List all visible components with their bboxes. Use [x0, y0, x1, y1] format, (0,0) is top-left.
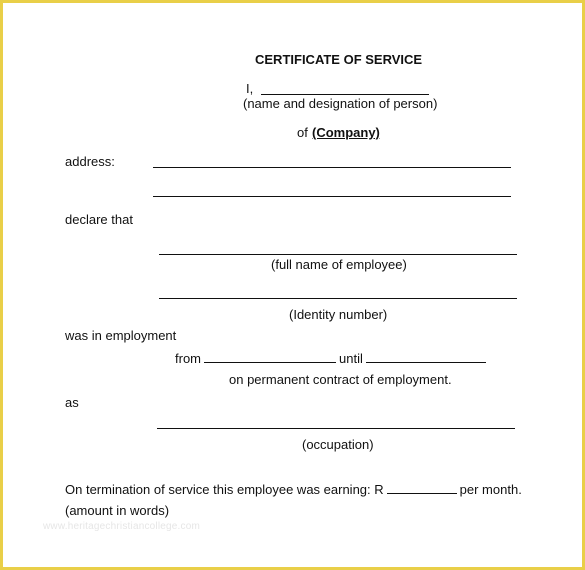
salary-amount-line: [387, 481, 457, 494]
name-designation-hint: (name and designation of person): [243, 96, 438, 111]
occupation-hint: (occupation): [302, 437, 374, 452]
per-month-label: per month.: [459, 482, 522, 497]
full-name-hint: (full name of employee): [271, 257, 407, 272]
occupation-line: [157, 428, 515, 429]
from-label: from: [175, 351, 201, 366]
from-date-line: [204, 350, 336, 363]
name-designation-line: [261, 94, 429, 95]
employment-period-row: [175, 350, 489, 367]
address-line-2: [153, 196, 511, 197]
address-label: address:: [65, 154, 115, 169]
certificate-title: CERTIFICATE OF SERVICE: [255, 52, 423, 67]
earning-row: [65, 481, 522, 498]
watermark: www.heritagechristiancollege.com: [43, 521, 201, 532]
employee-name-line: [159, 254, 517, 255]
identity-number-hint: (Identity number): [289, 307, 388, 322]
company-field: (Company): [312, 125, 380, 140]
until-label: until: [339, 351, 363, 366]
i-label: I,: [246, 81, 254, 96]
declare-label: declare that: [65, 212, 133, 227]
of-label: of: [297, 125, 308, 140]
contract-text: on permanent contract of employment.: [229, 372, 452, 387]
as-label: as: [65, 395, 79, 410]
address-line-1: [153, 167, 511, 168]
identity-number-line: [159, 298, 517, 299]
employment-label: was in employment: [65, 328, 177, 343]
until-date-line: [366, 350, 486, 363]
amount-in-words-hint: (amount in words): [65, 503, 170, 518]
earning-text: On termination of service this employee was earning: R: [65, 482, 384, 497]
